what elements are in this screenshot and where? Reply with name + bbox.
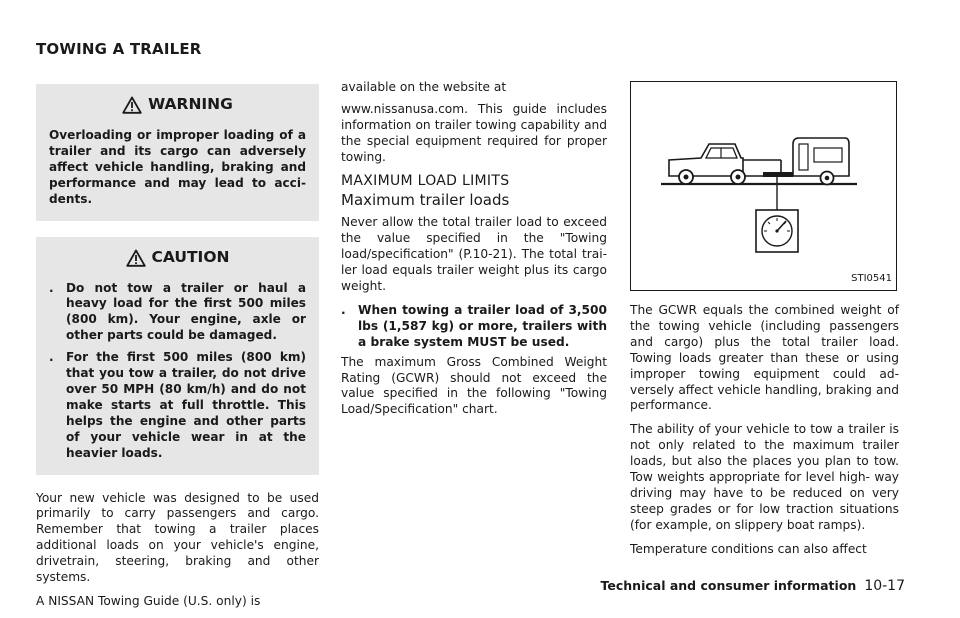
- section-heading: MAXIMUM LOAD LIMITS: [341, 172, 510, 189]
- caution-bullet: [49, 281, 306, 345]
- body-paragraph: The maximum Gross Combined Weight Rating (GCWR) should not exceed the value specified in the following "Towing Load/Specification" chart.: [341, 354, 607, 417]
- footer-section-title: Technical and consumer information: [600, 578, 857, 593]
- warning-text: Overloading or improper loading of a trailer and its cargo can adversely affect vehicle handling, braking and performance and may lead to acci- dents.: [49, 128, 306, 206]
- page-footer: [601, 578, 905, 594]
- body-bullet: [341, 303, 607, 351]
- caution-bullet-text: For the first 500 miles (800 km) that you tow a trailer, do not drive over 50 MPH (80 km/h) and do not make starts at full throttle. This helps the engine and other parts of your vehicle wear in at the heavier loads.: [66, 350, 306, 460]
- caution-bullet: [49, 350, 306, 461]
- body-paragraph: Your new vehicle was designed to be used primarily to carry passengers and cargo. Remember that towing a trailer places additional loads on your vehicle's engine, drivetrain, steering, braking and other systems.: [36, 490, 319, 585]
- bullet-glyph: .: [49, 350, 54, 365]
- page-title: TOWING A TRAILER: [36, 40, 202, 58]
- body-paragraph: available on the website at: [341, 80, 507, 94]
- bullet-glyph: .: [49, 280, 54, 295]
- truck-trailer-scale-illustration: [631, 82, 898, 292]
- warning-title: WARNING: [148, 95, 233, 114]
- warning-triangle-icon: [122, 96, 142, 114]
- column-left: [36, 84, 319, 618]
- caution-triangle-icon: [126, 249, 146, 267]
- figure-id: STI0541: [851, 273, 892, 285]
- body-paragraph: A NISSAN Towing Guide (U.S. only) is: [36, 593, 261, 608]
- column-middle: [341, 80, 607, 426]
- body-paragraph: Temperature conditions can also affect: [630, 541, 867, 556]
- bullet-glyph: .: [341, 302, 346, 317]
- body-paragraph: Never allow the total trailer load to exceed the value specified in the "Towing load/specification" (P.10-21). The total trai- ler load equals trailer weight plus its cargo weight.: [341, 215, 607, 293]
- body-paragraph: The GCWR equals the combined weight of the towing vehicle (including passengers and cargo) plus the total trailer load. Towing loads greater than these or using improper towing equipment could ad- versely affect vehicle handling, braking and performance.: [630, 303, 899, 413]
- caution-bullet-text: Do not tow a trailer or haul a heavy load for the first 500 miles (800 km). Your engine, axle or other parts could be damaged.: [66, 280, 306, 343]
- body-bullet-text: When towing a trailer load of 3,500 lbs (1,587 kg) or more, trailers with a brake system MUST be used.: [358, 302, 607, 349]
- sub-heading: Maximum trailer loads: [341, 191, 510, 210]
- caution-title: CAUTION: [151, 247, 230, 266]
- page-number: 10-17: [864, 578, 905, 594]
- body-paragraph: The ability of your vehicle to tow a trailer is not only related to the maximum trailer loads, but also the places you plan to tow. Tow weights appropriate for level high- way driving may have to be reduced on very steep grades or for low traction situations (for example, on slippery boat ramps).: [630, 422, 899, 532]
- body-paragraph: www.nissanusa.com. This guide includes information on trailer towing capability and the special equipment required for proper towing.: [341, 101, 607, 164]
- column-right: [630, 84, 899, 566]
- warning-box: [36, 84, 319, 221]
- towing-illustration: [630, 81, 897, 291]
- caution-box: [36, 237, 319, 475]
